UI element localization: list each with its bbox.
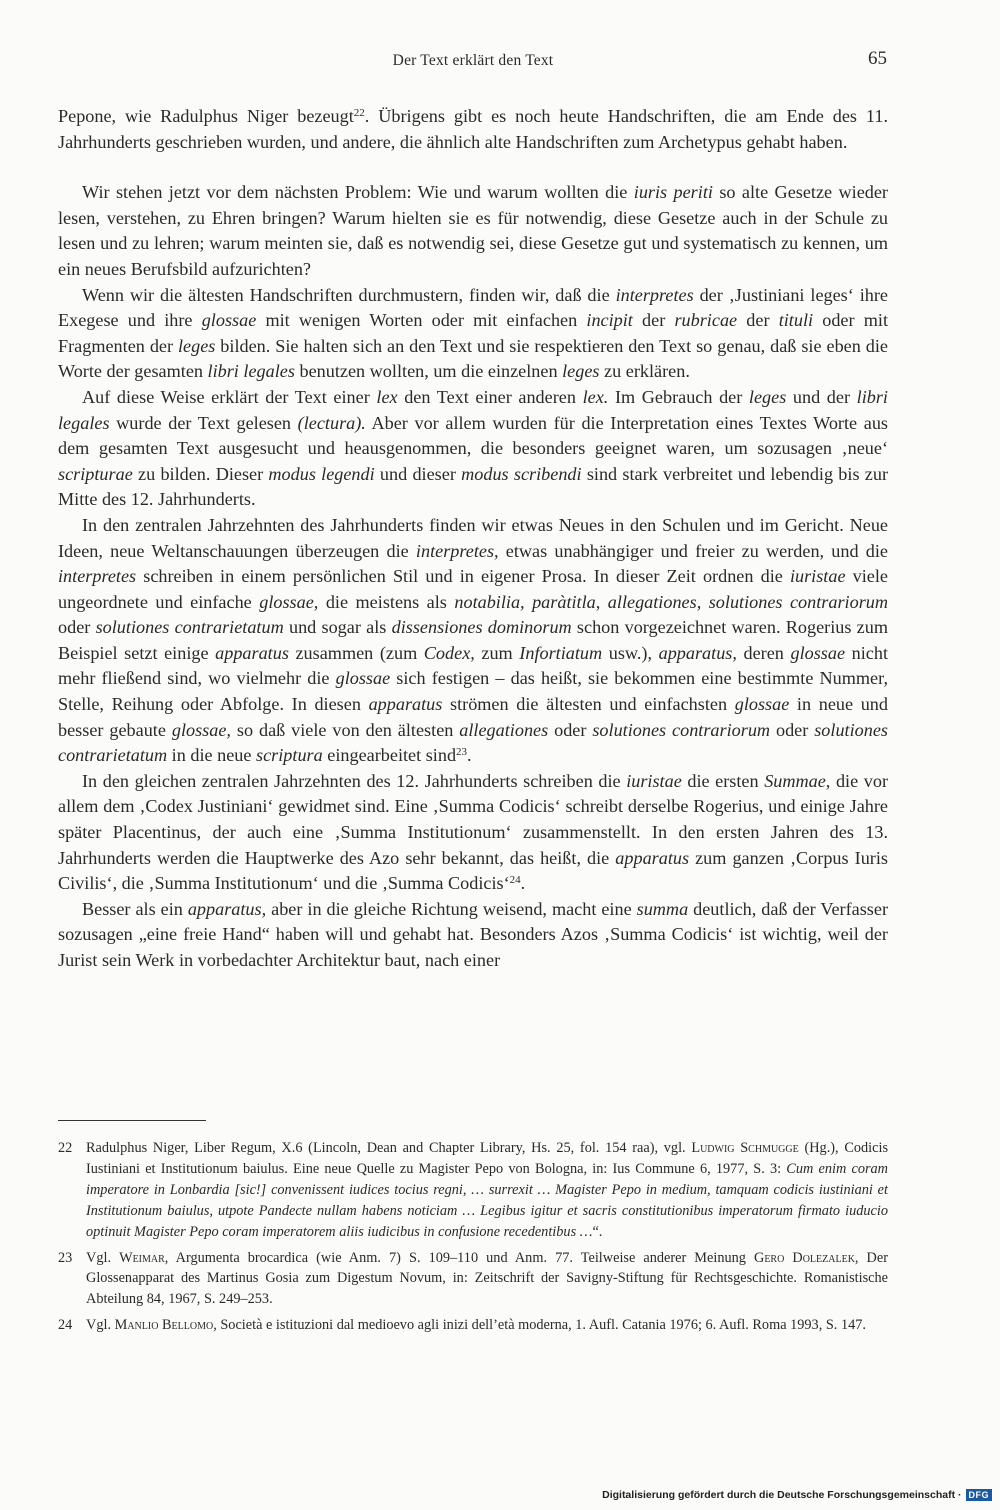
italic-term: scripturae — [58, 463, 133, 484]
text-run: Radulphus Niger, Liber Regum, X.6 (Lincoln, Dean and Chapter Library, Hs. 25, fol. 154 raa), vgl. — [86, 1140, 692, 1156]
italic-term: apparatus, — [187, 898, 267, 919]
text-run: Vgl. — [86, 1249, 120, 1266]
text-run: Besser als ein — [82, 898, 188, 919]
text-run: . Übrigens gibt es noch heute Handschriften, die am Ende des 11. Jahrhunderts geschrieben wurden, und andere, die ähnlich alte Handschriften zum Archetypus gehabt haben. — [58, 106, 888, 152]
text-run: und sogar als — [283, 617, 392, 638]
italic-term: incipit — [586, 310, 633, 331]
paragraph — [58, 769, 888, 897]
text-run: in die neue — [167, 745, 257, 766]
text-run: . — [520, 873, 526, 894]
text-run: so daß viele von den ältesten — [230, 719, 460, 740]
italic-term: Summae, — [764, 770, 831, 791]
italic-term: apparatus — [215, 642, 289, 663]
text-run: wurde der Text gelesen — [109, 412, 298, 433]
italic-term: lex. — [582, 386, 609, 407]
text-run: oder mit Fragmenten der — [58, 310, 888, 356]
footnote-number: 23 — [58, 1249, 73, 1266]
text-run: . — [467, 745, 472, 766]
text-run: den Text einer anderen — [397, 386, 583, 407]
italic-term: interpretes — [615, 284, 694, 305]
italic-term: modus scribendi — [461, 463, 582, 484]
paragraph — [58, 104, 888, 155]
footnotes — [58, 1138, 888, 1341]
text-run: deren — [736, 642, 791, 663]
text-run: deutlich, daß der Verfasser sozusagen „eine freie Hand“ haben will und gehabt hat. Besonders Azos ‚Summa Codicis‘ ist wichtig, weil der Jurist sein Werk in vorbedachter Architektur baut, nach einer — [58, 898, 888, 970]
italic-term: leges — [748, 386, 787, 407]
text-run: mit wenigen Worten oder mit einfachen — [256, 310, 587, 331]
text-run: (Hg.), Codicis Iustiniani et Institutionum baiulus. Eine neue Quelle zu Magister Pepo von Bologna, in: Ius Commune 6, 1977, S. 3: — [86, 1140, 889, 1177]
text-run: Auf diese Weise erklärt der Text einer — [82, 386, 377, 407]
italic-term: glossae — [790, 642, 846, 663]
page-number: 65 — [868, 48, 887, 69]
footnote-reference: 24 — [509, 874, 521, 887]
footnote-number: 22 — [58, 1140, 73, 1156]
footnote-reference: 23 — [456, 746, 468, 759]
italic-term: glossae — [734, 694, 790, 715]
italic-term: iuristae — [626, 770, 682, 791]
italic-term: summa — [636, 898, 689, 919]
italic-term: iuris periti — [633, 182, 713, 203]
footnote-number: 24 — [58, 1317, 73, 1334]
text-run: usw.), — [602, 642, 659, 663]
text-run: Pepone, wie Radulphus Niger bezeugt — [58, 106, 354, 126]
text-run: so alte Gesetze wieder lesen, verstehen, zu Ehren bringen? Warum hielten sie es für notwendig, diese Gesetze auch in der Schule zu lesen und zu lehren; warum meinten sie, daß es notwendig sei, diese Gesetze gut und systematisch zu kennen, um ein neues Berufsbild aufzurichten? — [58, 182, 888, 279]
italic-term: interpretes, — [415, 540, 499, 561]
running-head: Der Text erklärt den Text — [392, 52, 554, 69]
italic-term: modus legendi — [268, 463, 375, 484]
text-run: , Der Glossenapparat des Martinus Gosia zum Digestum Novum, in: Zeitschrift der Savigny-Stiftung für Rechtsgeschichte. Romanistische Abteilung 84, 1967, S. 249–253. — [86, 1249, 888, 1308]
text-run: zusammen (zum — [288, 642, 424, 663]
text-run: die ersten — [681, 770, 765, 791]
text-run: viele ungeordnete und einfache — [58, 566, 888, 612]
italic-term: apparatus — [615, 847, 690, 868]
text-run: schon vorgezeichnet waren. Rogerius zum Beispiel setzt einige — [58, 617, 888, 663]
text-run: etwas unabhängiger und freier zu werden, und die — [498, 540, 889, 561]
text-run: die meistens als — [318, 591, 455, 612]
italic-term: libri legales — [58, 386, 888, 433]
footnote — [58, 1138, 888, 1243]
text-run: Wenn wir die ältesten Handschriften durchmustern, finden wir, daß die — [82, 284, 616, 305]
paragraph — [58, 513, 888, 769]
italic-term: lex — [376, 386, 398, 407]
footnote-text — [86, 1315, 888, 1336]
footnote-text — [86, 1248, 888, 1311]
italic-term: (lectura). — [297, 412, 366, 433]
text-run: oder — [548, 719, 593, 740]
italic-term: apparatus, — [658, 642, 737, 663]
italic-term: solutiones contrariorum — [592, 719, 771, 740]
text-run: oder — [770, 719, 815, 740]
text-run: Aber vor allem wurden für die Interpretation eines Textes Worte aus dem gesamten Text ausgesucht und heausgenommen, die besonders geeignet waren, um sozusagen ‚neue‘ — [58, 412, 888, 459]
text-run: der — [632, 310, 675, 331]
footnote-separator — [58, 1120, 206, 1121]
text-run: “. — [592, 1223, 603, 1240]
text-run: zu bilden. Dieser — [132, 463, 269, 484]
paragraph — [58, 897, 888, 974]
italic-term: iuristae — [789, 566, 846, 587]
italic-term: apparatus — [368, 694, 443, 715]
text-run: bilden. Sie halten sich an den Text und sie respektieren den Text so genau, daß sie eben die Worte der gesamten — [58, 335, 888, 382]
text-run: eingearbeitet sind — [322, 745, 457, 766]
author-name: Gero Dolezalek — [754, 1249, 855, 1266]
text-run: In den gleichen zentralen Jahrzehnten des 12. Jahrhunderts schreiben die — [82, 770, 627, 791]
italic-term: rubricae — [674, 310, 738, 331]
italic-term: Cum enim coram imperatore in Lonbardia [sic!] convenissent iudices tocius regni, … surrexit … Magister Pepo in medium, tamquam codicis iustiniani et Institutionum baiulus, utpote Pandecte nullam habens noticiam … Legibus igitur et sacris constitutionibus imperatorum firmato iuducio optinuit Magister Pepo coram imperatorem aliis iudicibus in confusione recedentibus … — [86, 1160, 889, 1240]
text-run: benutzen wollten, um die einzelnen — [294, 361, 563, 382]
author-name: Ludwig Schmugge — [691, 1140, 799, 1156]
text-run: in neue und besser gebaute — [58, 694, 888, 740]
italic-term: glossae — [201, 310, 257, 331]
italic-term: notabilia, paràtitla, allegationes, solutiones contrariorum — [454, 591, 888, 612]
text-run: , Società e istituzioni dal medioevo agli inizi dell’età moderna, 1. Aufl. Catania 1976; 6. Aufl. Roma 1993, S. 147. — [213, 1317, 866, 1334]
italic-term: glossae, — [171, 719, 231, 740]
footer-credit: Digitalisierung gefördert durch die Deutsche Forschungsgemeinschaft · — [602, 1489, 962, 1501]
italic-term: scriptura — [256, 745, 323, 766]
text-run: , Argumenta brocardica (wie Anm. 7) S. 109–110 und Anm. 77. Teilweise anderer Meinung — [164, 1249, 754, 1266]
dfg-logo: DFG — [966, 1489, 993, 1501]
italic-term: solutiones contrarietatum — [58, 719, 888, 766]
footnote-reference: 22 — [353, 107, 365, 119]
italic-term: tituli — [778, 310, 814, 331]
paragraph — [58, 283, 888, 385]
text-run: Vgl. — [86, 1317, 115, 1334]
text-run: die vor allem dem ‚Codex Justiniani‘ gewidmet sind. Eine ‚Summa Codicis‘ schreibt derselbe Rogerius, und einige Jahre später Placentinus, der auch eine ‚Summa Institutionum‘ zusammenstellt. In den ersten Jahren des 13. Jahrhunderts werden die Hauptwerke des Azo sehr bekannt, das heißt, die — [58, 770, 888, 868]
text-run: Im Gebrauch der — [608, 386, 749, 407]
paragraph — [58, 385, 888, 513]
text-run: sind stark verbreitet und lebendig bis zur Mitte des 12. Jahrhunderts. — [58, 463, 888, 510]
footnote-text — [86, 1138, 888, 1243]
italic-term: glossae, — [259, 591, 319, 612]
text-run: zum — [474, 642, 520, 663]
text-run: zu erklären. — [599, 361, 690, 382]
body-text — [58, 104, 888, 974]
italic-term: dissensiones dominorum — [391, 617, 572, 638]
text-run: der — [737, 310, 779, 331]
italic-term: leges — [177, 335, 216, 356]
text-run: der ‚Justiniani leges‘ ihre Exegese und ihre — [58, 284, 888, 331]
italic-term: Infortiatum — [519, 642, 603, 663]
author-name: Manlio Bellomo — [114, 1317, 214, 1334]
text-run: zum ganzen ‚Corpus Iuris Civilis‘, die ‚Summa Institutionum‘ und die ‚Summa Codicis‘ — [58, 847, 888, 894]
italic-term: glossae — [335, 668, 391, 689]
digitization-footer — [602, 1489, 992, 1501]
text-run: und der — [786, 386, 857, 407]
text-run: schreiben in einem persönlichen Stil und in eigener Prosa. In dieser Zeit ordnen die — [136, 566, 790, 587]
text-run: aber in die gleiche Richtung weisend, macht eine — [266, 898, 637, 919]
italic-term: Codex, — [423, 642, 475, 663]
author-name: Weimar — [119, 1249, 165, 1266]
text-run: sich festigen – das heißt, sie bekommen eine bestimmte Nummer, Stelle, Reihung oder Abfolge. In diesen — [58, 668, 888, 715]
text-run: und dieser — [374, 463, 462, 484]
text-run: nicht mehr fließend sind, wo vielmehr die — [58, 642, 888, 689]
text-run: In den zentralen Jahrzehnten des Jahrhunderts finden wir etwas Neues in den Schulen und im Gericht. Neue Ideen, neue Weltanschauungen überzeugen die — [58, 514, 888, 561]
paragraph — [58, 180, 888, 282]
italic-term: allegationes — [459, 719, 549, 740]
italic-term: solutiones contrarietatum — [95, 617, 284, 638]
text-run: strömen die ältesten und einfachsten — [442, 694, 735, 715]
footnote — [58, 1315, 888, 1336]
text-run: Wir stehen jetzt vor dem nächsten Problem: Wie und warum wollten die — [82, 182, 634, 203]
footnote — [58, 1248, 888, 1311]
italic-term: interpretes — [58, 566, 137, 587]
italic-term: leges — [562, 361, 600, 382]
text-run: oder — [58, 617, 96, 638]
italic-term: libri legales — [207, 361, 295, 382]
